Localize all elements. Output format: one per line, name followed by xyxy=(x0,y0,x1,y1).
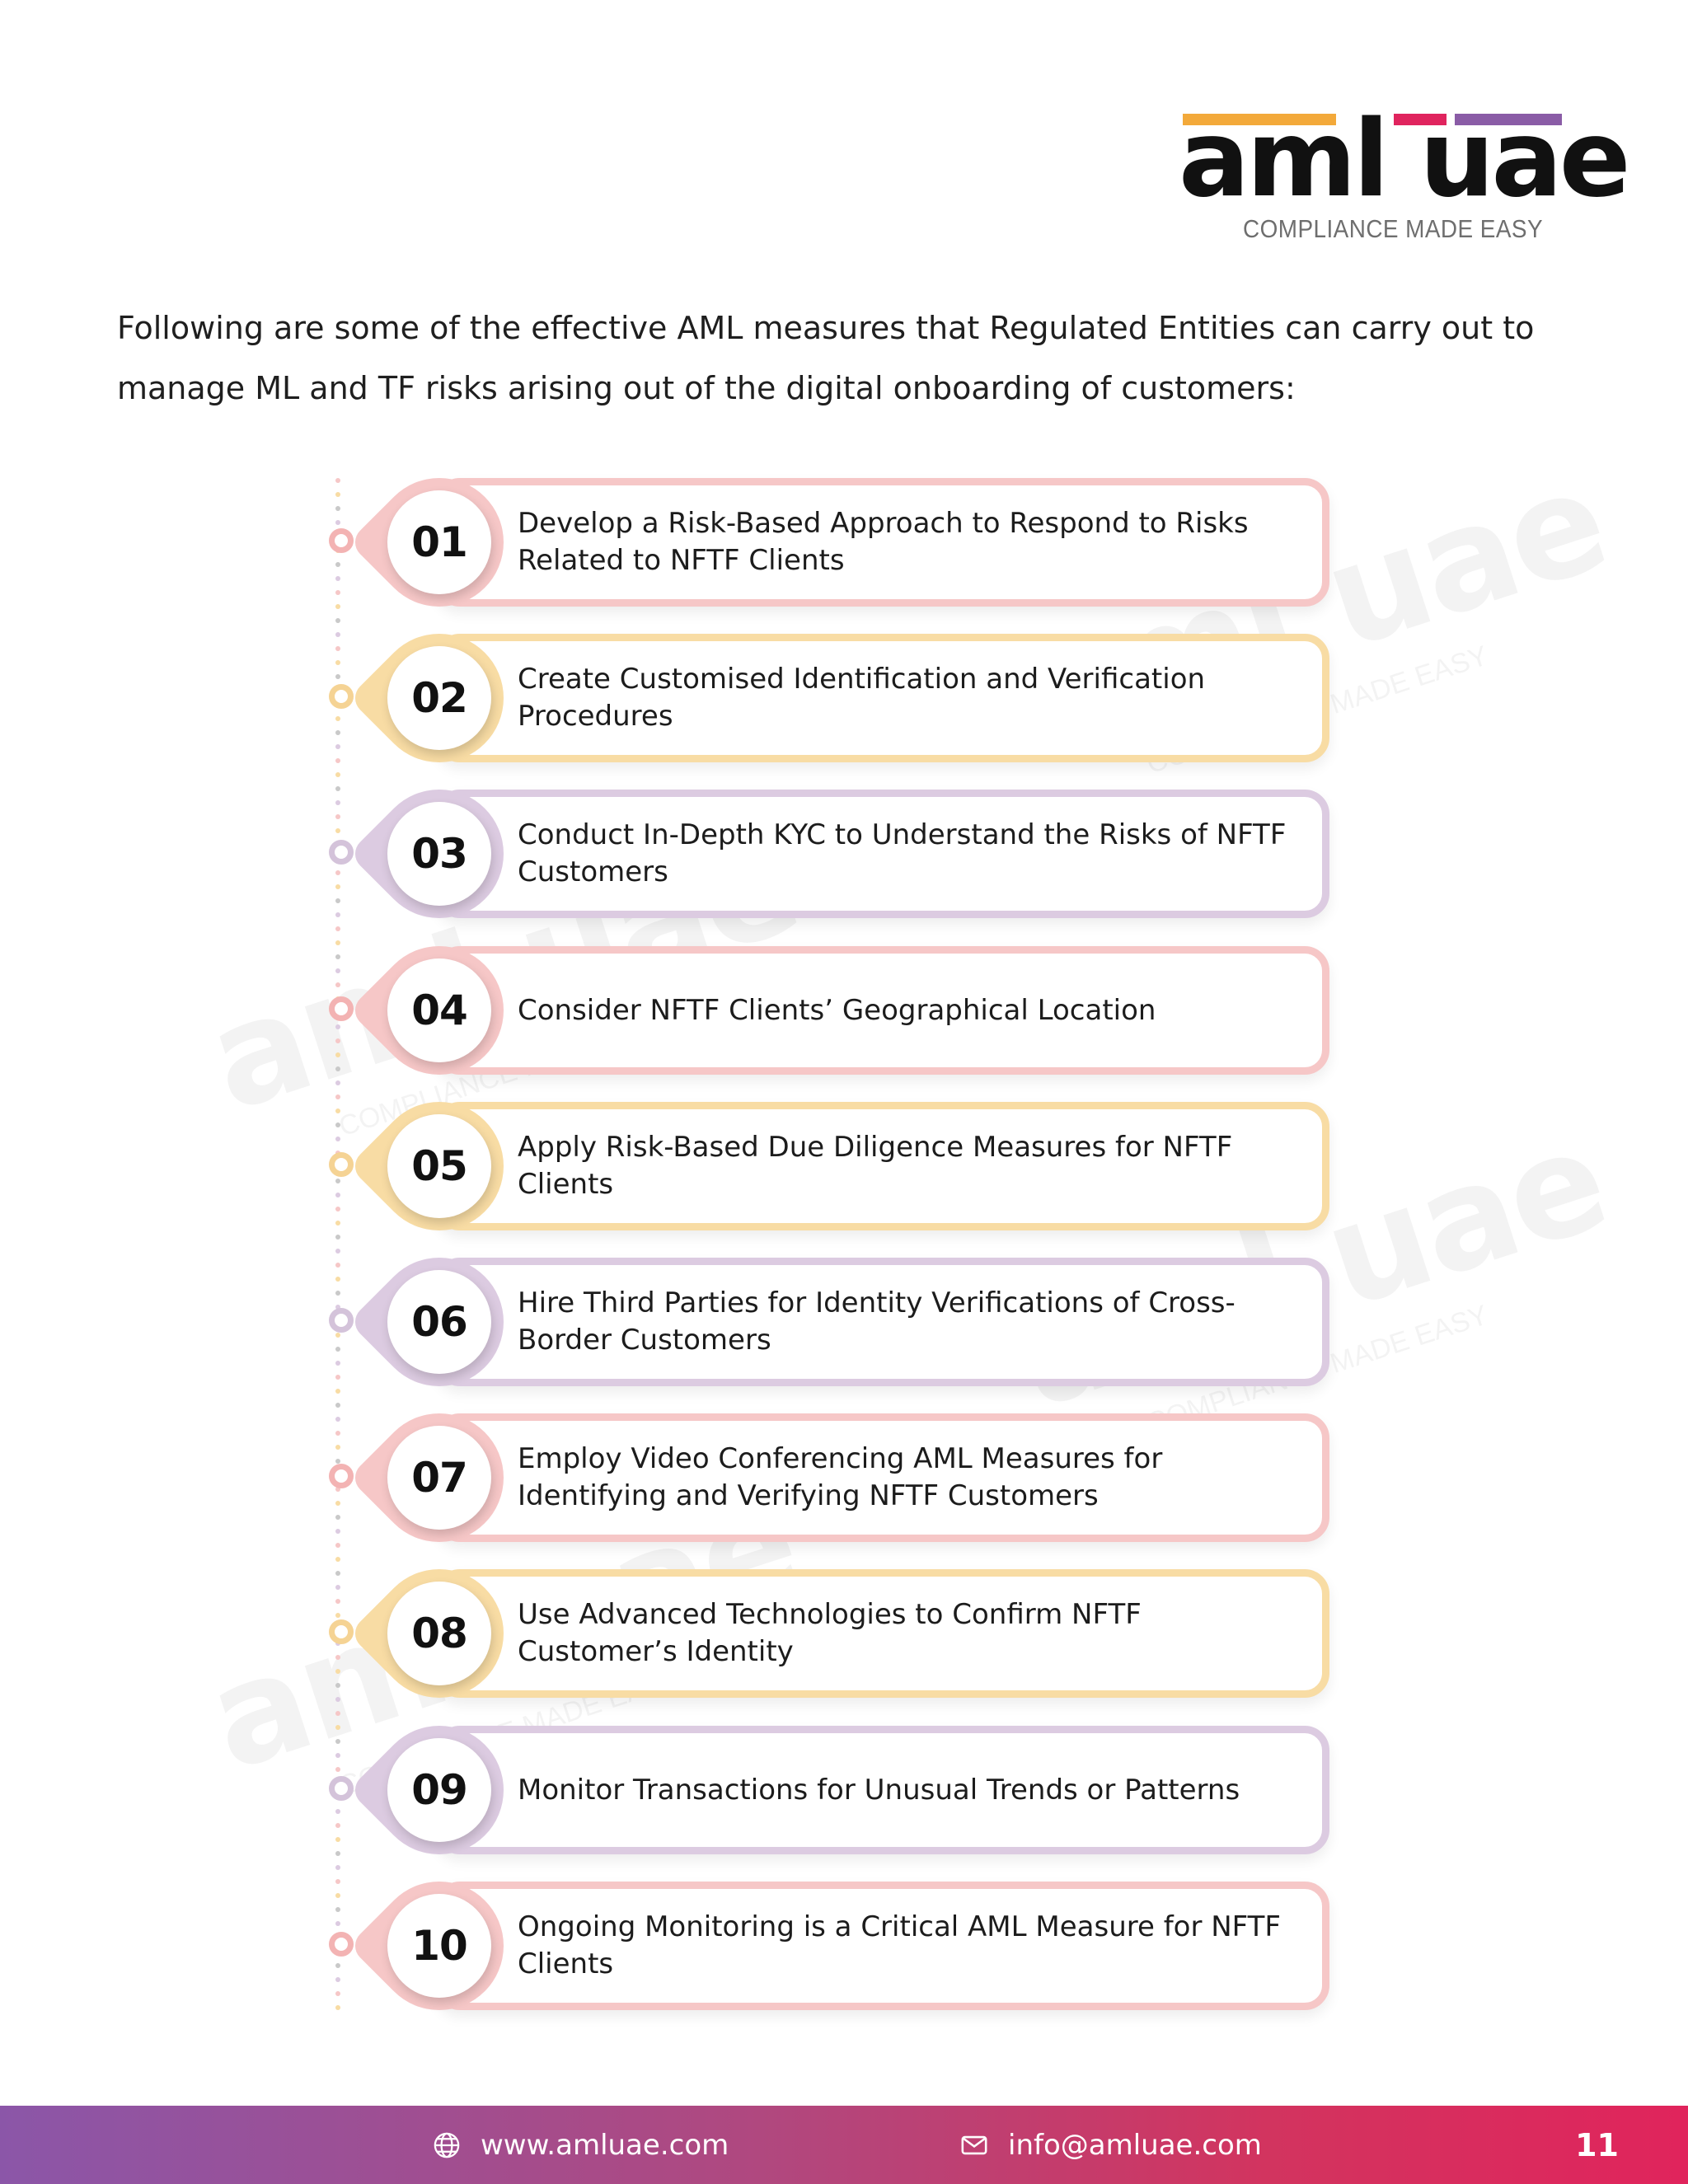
measure-number: 09 xyxy=(387,1738,491,1842)
measure-number: 08 xyxy=(387,1582,491,1685)
measure-number: 02 xyxy=(387,646,491,750)
measure-text: Apply Risk-Based Due Diligence Measures for NFTF Clients xyxy=(518,1131,1233,1201)
timeline-node xyxy=(329,1464,354,1488)
measure-item xyxy=(0,1880,1688,2020)
timeline-node xyxy=(329,1932,354,1957)
measure-text: Ongoing Monitoring is a Critical AML Measure for NFTF Clients xyxy=(518,1910,1281,1980)
globe-icon xyxy=(433,2131,461,2159)
logo-wordmark: aml uae xyxy=(1179,98,1628,221)
amluae-logo xyxy=(1179,98,1628,246)
timeline-dot xyxy=(335,1557,340,1562)
footer-email[interactable] xyxy=(960,2106,1262,2184)
timeline-dot xyxy=(335,1711,340,1716)
measure-text: Create Customised Identification and Verification Procedures xyxy=(518,663,1206,733)
measure-text: Monitor Transactions for Unusual Trends or Patterns xyxy=(518,1773,1240,1807)
timeline-node xyxy=(329,1308,354,1333)
measure-text: Use Advanced Technologies to Confirm NFTF Customer’s Identity xyxy=(518,1598,1142,1668)
measure-item xyxy=(0,1256,1688,1396)
measure-text: Employ Video Conferencing AML Measures for Identifying and Verifying NFTF Customers xyxy=(518,1442,1163,1512)
timeline-node xyxy=(329,1619,354,1644)
timeline-node xyxy=(329,996,354,1021)
timeline-node xyxy=(329,1152,354,1177)
measure-number: 07 xyxy=(387,1426,491,1530)
measure-number: 05 xyxy=(387,1114,491,1218)
logo-tagline: COMPLIANCE MADE EASY xyxy=(1243,214,1544,243)
timeline-dot xyxy=(335,618,340,623)
timeline-dot xyxy=(335,1403,340,1408)
mail-icon xyxy=(960,2131,988,2159)
footer-website-text[interactable]: www.amluae.com xyxy=(481,2128,729,2162)
measure-number: 01 xyxy=(387,490,491,594)
measure-number: 06 xyxy=(387,1270,491,1374)
measure-item xyxy=(0,1724,1688,1864)
measure-text: Develop a Risk-Based Approach to Respond to Risks Related to NFTF Clients xyxy=(518,507,1249,577)
footer-email-text[interactable]: info@amluae.com xyxy=(1008,2128,1262,2162)
footer-bar xyxy=(0,2106,1688,2184)
measure-text: Consider NFTF Clients’ Geographical Location xyxy=(518,993,1156,1027)
intro-paragraph: Following are some of the effective AML measures that Regulated Entities can carry out to manage ML and TF risks arising out of the digital onboarding of customers: xyxy=(117,310,1535,406)
measure-item xyxy=(0,944,1688,1085)
timeline-dot xyxy=(335,1094,340,1099)
measure-text: Hire Third Parties for Identity Verifications of Cross-Border Customers xyxy=(518,1286,1236,1357)
measure-item xyxy=(0,632,1688,772)
timeline-dot xyxy=(335,772,340,777)
footer-website[interactable] xyxy=(433,2106,729,2184)
measure-text: Conduct In-Depth KYC to Understand the Risks of NFTF Customers xyxy=(518,818,1287,888)
measure-item xyxy=(0,1568,1688,1708)
measure-number: 04 xyxy=(387,958,491,1062)
measure-number: 10 xyxy=(387,1894,491,1998)
measure-number: 03 xyxy=(387,802,491,906)
timeline-node xyxy=(329,840,354,865)
timeline-node xyxy=(329,528,354,553)
timeline-dot xyxy=(335,1865,340,1870)
measure-item xyxy=(0,788,1688,928)
measure-item xyxy=(0,1100,1688,1240)
timeline-dot xyxy=(335,1249,340,1254)
timeline-node xyxy=(329,1776,354,1801)
timeline-node xyxy=(329,684,354,709)
page-number: 11 xyxy=(1575,2126,1619,2163)
measure-item xyxy=(0,1412,1688,1552)
measure-item xyxy=(0,476,1688,616)
